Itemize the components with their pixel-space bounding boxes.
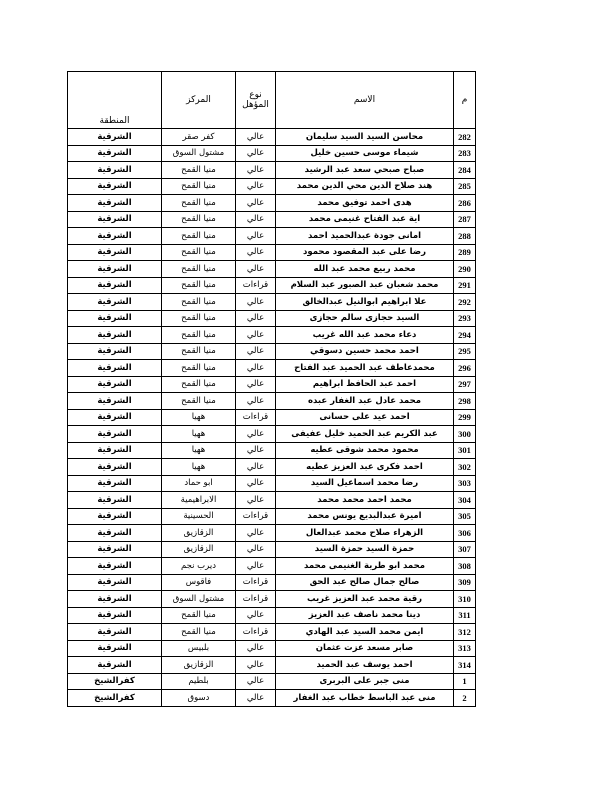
row-region: الشرقية	[68, 591, 162, 608]
table-row	[68, 475, 476, 492]
table-row	[68, 393, 476, 410]
row-center: ابو حماد	[162, 475, 236, 492]
row-center: منيا القمح	[162, 360, 236, 377]
table-row	[68, 294, 476, 311]
row-qualification: قراءات	[236, 624, 276, 641]
table-row	[68, 261, 476, 278]
row-qualification: قراءات	[236, 508, 276, 525]
row-center: الابراهيمية	[162, 492, 236, 509]
row-name: رضا على عبد المقصود محمود	[276, 244, 454, 261]
row-number: 312	[454, 624, 476, 641]
row-number: 297	[454, 376, 476, 393]
row-name: احمد فكرى عبد العزيز عطيه	[276, 459, 454, 476]
row-qualification: عالي	[236, 211, 276, 228]
row-region: الشرقية	[68, 459, 162, 476]
row-qualification: قراءات	[236, 591, 276, 608]
row-center: منيا القمح	[162, 607, 236, 624]
row-number: 294	[454, 327, 476, 344]
row-qualification: عالي	[236, 261, 276, 278]
row-number: 301	[454, 442, 476, 459]
row-center: مشتول السوق	[162, 145, 236, 162]
row-region: الشرقية	[68, 574, 162, 591]
row-region: الشرقية	[68, 393, 162, 410]
row-number: 282	[454, 129, 476, 146]
row-name: احمد عبد الحافظ ابراهيم	[276, 376, 454, 393]
row-number: 306	[454, 525, 476, 542]
row-region: الشرقية	[68, 310, 162, 327]
row-name: محمد شعبان عبد الصبور عبد السلام	[276, 277, 454, 294]
table-row	[68, 145, 476, 162]
row-region: الشرقية	[68, 145, 162, 162]
row-number: 286	[454, 195, 476, 212]
row-name: صالح جمال صالح عبد الحق	[276, 574, 454, 591]
table-row	[68, 574, 476, 591]
row-center: مشتول السوق	[162, 591, 236, 608]
row-region: الشرقية	[68, 525, 162, 542]
table-row	[68, 459, 476, 476]
table-row	[68, 607, 476, 624]
row-name: محمود محمد شوقى عطيه	[276, 442, 454, 459]
row-number: 300	[454, 426, 476, 443]
row-number: 307	[454, 541, 476, 558]
row-qualification: عالي	[236, 459, 276, 476]
table-row	[68, 129, 476, 146]
row-region: الشرقية	[68, 607, 162, 624]
row-center: منيا القمح	[162, 178, 236, 195]
table-row	[68, 244, 476, 261]
row-name: اميرة عبدالبديع يونس محمد	[276, 508, 454, 525]
row-region: الشرقية	[68, 162, 162, 179]
table-row	[68, 525, 476, 542]
row-region: الشرقية	[68, 277, 162, 294]
row-number: 299	[454, 409, 476, 426]
row-name: دينا محمد ناصف عبد العزيز	[276, 607, 454, 624]
row-region: الشرقية	[68, 508, 162, 525]
row-region: الشرقية	[68, 624, 162, 641]
row-region: الشرقية	[68, 261, 162, 278]
row-name: دعاء محمد عبد الله غريب	[276, 327, 454, 344]
row-name: حمزة السيد حمزة السيد	[276, 541, 454, 558]
row-number: 308	[454, 558, 476, 575]
row-center: ههيا	[162, 426, 236, 443]
row-name: محمد ربيع محمد عبد الله	[276, 261, 454, 278]
header-center: المركز	[162, 72, 236, 129]
row-name: منى عبد الباسط خطاب عبد الغفار	[276, 690, 454, 707]
row-name: صابر مسعد عزت عثمان	[276, 640, 454, 657]
row-region: الشرقية	[68, 426, 162, 443]
row-number: 1	[454, 673, 476, 690]
row-center: منيا القمح	[162, 228, 236, 245]
row-number: 290	[454, 261, 476, 278]
row-name: محمد عادل عبد الغفار عبده	[276, 393, 454, 410]
row-qualification: عالي	[236, 558, 276, 575]
table-row	[68, 657, 476, 674]
row-qualification: عالي	[236, 244, 276, 261]
row-qualification: عالي	[236, 690, 276, 707]
row-number: 313	[454, 640, 476, 657]
row-region: الشرقية	[68, 541, 162, 558]
row-name: منى جبر على البربرى	[276, 673, 454, 690]
row-center: منيا القمح	[162, 393, 236, 410]
row-region: الشرقية	[68, 343, 162, 360]
row-center: منيا القمح	[162, 195, 236, 212]
row-center: الحسينية	[162, 508, 236, 525]
row-qualification: عالي	[236, 129, 276, 146]
row-region: كفرالشيخ	[68, 690, 162, 707]
row-number: 302	[454, 459, 476, 476]
row-qualification: عالي	[236, 607, 276, 624]
row-name: السيد حجازى سالم حجازى	[276, 310, 454, 327]
table-header-row	[68, 72, 476, 129]
row-center: منيا القمح	[162, 376, 236, 393]
row-center: ههيا	[162, 409, 236, 426]
table-row	[68, 376, 476, 393]
row-name: رضا محمد اسماعيل السيد	[276, 475, 454, 492]
row-center: منيا القمح	[162, 327, 236, 344]
row-center: بلبيس	[162, 640, 236, 657]
row-name: هند صلاح الدين محي الدين محمد	[276, 178, 454, 195]
table-row	[68, 492, 476, 509]
row-qualification: قراءات	[236, 574, 276, 591]
row-number: 314	[454, 657, 476, 674]
row-qualification: عالي	[236, 657, 276, 674]
row-number: 287	[454, 211, 476, 228]
row-number: 288	[454, 228, 476, 245]
row-center: منيا القمح	[162, 261, 236, 278]
row-qualification: عالي	[236, 145, 276, 162]
header-region: المنطقة	[68, 72, 162, 129]
row-region: الشرقية	[68, 360, 162, 377]
row-center: الزقازيق	[162, 541, 236, 558]
row-qualification: عالي	[236, 640, 276, 657]
row-name: اية عبد الفتاح غنيمى محمد	[276, 211, 454, 228]
row-region: الشرقية	[68, 195, 162, 212]
row-qualification: قراءات	[236, 409, 276, 426]
table-row	[68, 673, 476, 690]
table-row	[68, 624, 476, 641]
row-center: منيا القمح	[162, 310, 236, 327]
row-qualification: عالي	[236, 327, 276, 344]
row-number: 304	[454, 492, 476, 509]
row-name: احمد محمد حسين دسوقي	[276, 343, 454, 360]
header-qualification: نوع المؤهل	[236, 72, 276, 129]
row-name: صباح صبحي سعد عبد الرشيد	[276, 162, 454, 179]
table-row	[68, 508, 476, 525]
row-qualification: عالي	[236, 673, 276, 690]
row-qualification: عالي	[236, 228, 276, 245]
row-qualification: عالي	[236, 360, 276, 377]
table-row	[68, 343, 476, 360]
row-center: منيا القمح	[162, 294, 236, 311]
row-name: هدى احمد توفيق محمد	[276, 195, 454, 212]
row-region: الشرقية	[68, 294, 162, 311]
row-region: الشرقية	[68, 558, 162, 575]
table-row	[68, 211, 476, 228]
row-center: الزقازيق	[162, 525, 236, 542]
row-name: احمد يوسف عبد الحميد	[276, 657, 454, 674]
row-number: 289	[454, 244, 476, 261]
row-number: 305	[454, 508, 476, 525]
table-row	[68, 591, 476, 608]
row-name: رقية محمد عبد العزيز غريب	[276, 591, 454, 608]
table-row	[68, 162, 476, 179]
row-name: احمد عيد على حسانى	[276, 409, 454, 426]
row-qualification: عالي	[236, 475, 276, 492]
row-center: بلطيم	[162, 673, 236, 690]
row-qualification: عالي	[236, 294, 276, 311]
row-name: محمدعاطف عبد الحميد عبد الفتاح	[276, 360, 454, 377]
table-row	[68, 558, 476, 575]
row-qualification: عالي	[236, 541, 276, 558]
row-center: منيا القمح	[162, 244, 236, 261]
row-region: الشرقية	[68, 640, 162, 657]
row-center: ههيا	[162, 459, 236, 476]
row-qualification: عالي	[236, 426, 276, 443]
row-name: علا ابراهيم ابوالنيل عبدالخالق	[276, 294, 454, 311]
table-row	[68, 640, 476, 657]
row-center: منيا القمح	[162, 343, 236, 360]
row-number: 283	[454, 145, 476, 162]
row-region: الشرقية	[68, 376, 162, 393]
table-row	[68, 360, 476, 377]
row-number: 2	[454, 690, 476, 707]
row-region: الشرقية	[68, 178, 162, 195]
row-number: 293	[454, 310, 476, 327]
row-qualification: عالي	[236, 525, 276, 542]
row-center: منيا القمح	[162, 162, 236, 179]
table-row	[68, 228, 476, 245]
row-qualification: عالي	[236, 178, 276, 195]
row-name: الزهراء صلاح محمد عبدالعال	[276, 525, 454, 542]
row-qualification: قراءات	[236, 277, 276, 294]
table-row	[68, 178, 476, 195]
row-center: ههيا	[162, 442, 236, 459]
row-center: فاقوس	[162, 574, 236, 591]
row-number: 285	[454, 178, 476, 195]
table-row	[68, 541, 476, 558]
header-num: م	[454, 72, 476, 129]
row-center: ديرب نجم	[162, 558, 236, 575]
row-name: شيماء موسى حسين خليل	[276, 145, 454, 162]
row-region: الشرقية	[68, 327, 162, 344]
row-qualification: عالي	[236, 343, 276, 360]
row-number: 295	[454, 343, 476, 360]
row-number: 310	[454, 591, 476, 608]
row-region: الشرقية	[68, 475, 162, 492]
row-qualification: عالي	[236, 310, 276, 327]
row-qualification: عالي	[236, 393, 276, 410]
table-row	[68, 442, 476, 459]
row-number: 298	[454, 393, 476, 410]
row-qualification: عالي	[236, 162, 276, 179]
table-row	[68, 277, 476, 294]
row-qualification: عالي	[236, 492, 276, 509]
table-row	[68, 195, 476, 212]
row-name: محمد احمد محمد محمد	[276, 492, 454, 509]
row-region: الشرقية	[68, 409, 162, 426]
row-region: الشرقية	[68, 442, 162, 459]
row-name: محمد ابو طرية الغنيمى محمد	[276, 558, 454, 575]
header-name: الاسم	[276, 72, 454, 129]
row-qualification: عالي	[236, 195, 276, 212]
row-name: ايمن محمد السيد عبد الهادي	[276, 624, 454, 641]
row-center: منيا القمح	[162, 624, 236, 641]
table-body	[68, 129, 476, 707]
row-number: 311	[454, 607, 476, 624]
table-row	[68, 409, 476, 426]
row-center: كفر صقر	[162, 129, 236, 146]
row-region: الشرقية	[68, 244, 162, 261]
table-row	[68, 690, 476, 707]
row-region: الشرقية	[68, 228, 162, 245]
table-row	[68, 327, 476, 344]
row-number: 309	[454, 574, 476, 591]
row-qualification: عالي	[236, 376, 276, 393]
row-name: عبد الكريم عبد الحميد خليل عفيفى	[276, 426, 454, 443]
row-qualification: عالي	[236, 442, 276, 459]
row-center: منيا القمح	[162, 277, 236, 294]
row-number: 291	[454, 277, 476, 294]
row-region: الشرقية	[68, 657, 162, 674]
table-row	[68, 310, 476, 327]
roster-table	[67, 71, 476, 707]
row-number: 296	[454, 360, 476, 377]
row-name: امانى جودة عبدالحميد احمد	[276, 228, 454, 245]
table-row	[68, 426, 476, 443]
row-number: 292	[454, 294, 476, 311]
row-number: 284	[454, 162, 476, 179]
row-region: الشرقية	[68, 211, 162, 228]
row-region: كفرالشيخ	[68, 673, 162, 690]
row-number: 303	[454, 475, 476, 492]
row-center: منيا القمح	[162, 211, 236, 228]
row-region: الشرقية	[68, 492, 162, 509]
row-center: الزقازيق	[162, 657, 236, 674]
row-center: دسوق	[162, 690, 236, 707]
row-region: الشرقية	[68, 129, 162, 146]
row-name: محاسن السيد السيد سليمان	[276, 129, 454, 146]
